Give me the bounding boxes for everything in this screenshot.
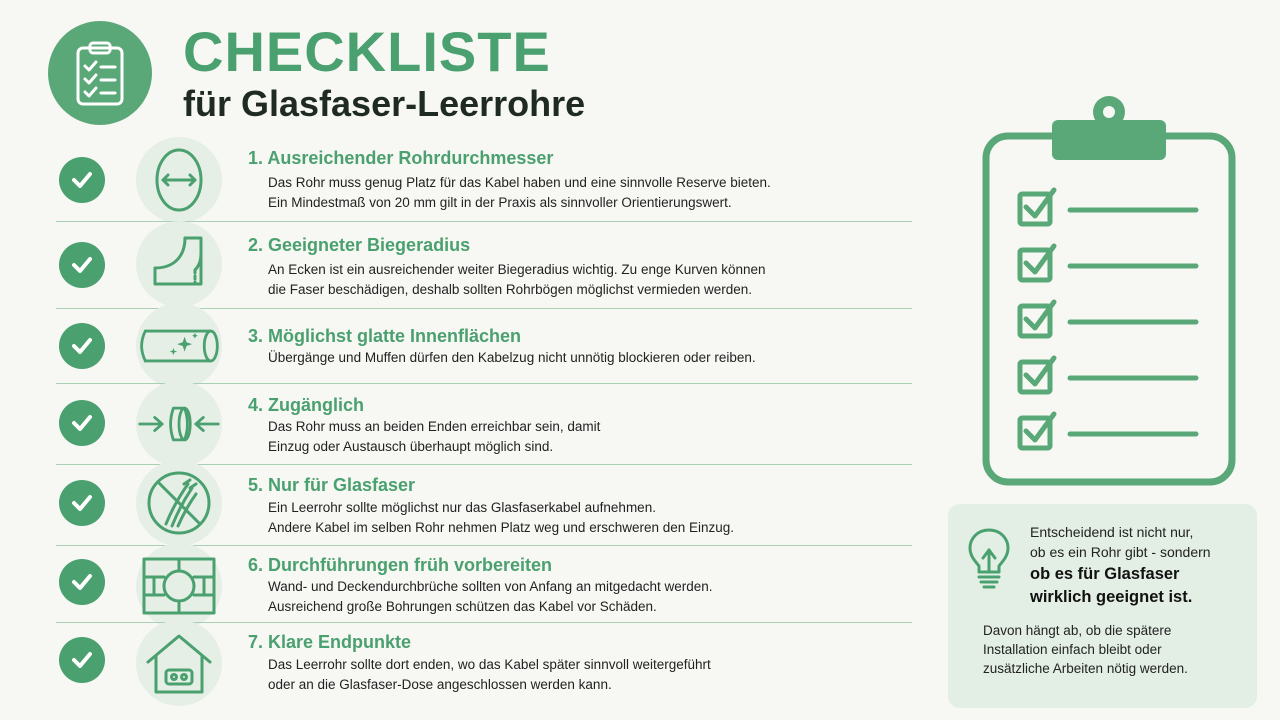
item-heading: 5. Nur für Glasfaser — [248, 475, 416, 495]
house-socket-icon — [136, 620, 222, 706]
checklist-item — [56, 224, 912, 308]
fiber-only-icon — [136, 460, 222, 546]
item-description-line: Ausreichend große Bohrungen schützen das Kabel vor Schäden. — [268, 599, 657, 614]
item-description-line: Wand- und Deckendurchbrüche sollten von Anfang an mitgedacht werden. — [268, 579, 713, 594]
clipboard-checklist-icon — [70, 38, 130, 108]
checklist-item — [56, 140, 912, 220]
checklist-item — [56, 310, 912, 382]
item-heading: 6. Durchführungen früh vorbereiten — [248, 555, 553, 575]
info-box — [948, 504, 1257, 708]
smooth-pipe-icon — [136, 303, 222, 389]
clipboard-illustration-icon — [978, 90, 1240, 492]
item-heading: 4. Zugänglich — [248, 395, 365, 415]
info-note-line: Davon hängt ab, ob die spätere — [983, 623, 1172, 638]
pipe-diameter-icon — [136, 137, 222, 223]
pipe-access-icon — [136, 381, 222, 467]
item-description-line: Ein Leerrohr sollte möglichst nur das Glasfaserkabel aufnehmen. — [268, 500, 656, 515]
item-heading: 1. Ausreichender Rohrdurchmesser — [248, 148, 554, 168]
item-description-line: Einzug oder Austausch überhaupt möglich sind. — [268, 439, 554, 454]
check-icon — [59, 400, 105, 446]
item-description-line: Das Rohr muss an beiden Enden erreichbar sein, damit — [268, 419, 601, 434]
info-note-line: Installation einfach bleibt oder — [983, 642, 1162, 657]
check-icon — [59, 637, 105, 683]
info-emphasis-line: wirklich geeignet ist. — [1030, 588, 1193, 606]
item-description-line: oder an die Glasfaser-Dose angeschlossen werden kann. — [268, 677, 612, 692]
checklist-item — [56, 466, 912, 544]
pipe-bend-icon — [136, 221, 222, 307]
item-heading: 7. Klare Endpunkte — [248, 632, 412, 652]
item-description-line: Übergänge und Muffen dürfen den Kabelzug nicht unnötig blockieren oder reiben. — [268, 350, 756, 365]
item-description-line: die Faser beschädigen, deshalb sollten Rohrbögen möglichst vermieden werden. — [268, 282, 753, 297]
page-subtitle: für Glasfaser-Leerrohre — [183, 83, 586, 124]
check-icon — [59, 559, 105, 605]
page-title: CHECKLISTE — [183, 20, 551, 83]
item-description-line: An Ecken ist ein ausreichender weiter Biegeradius wichtig. Zu enge Kurven können — [268, 262, 766, 277]
check-icon — [59, 242, 105, 288]
info-emphasis-line: ob es für Glasfaser — [1030, 565, 1180, 583]
item-heading: 2. Geeigneter Biegeradius — [248, 235, 471, 255]
check-icon — [59, 323, 105, 369]
info-note-line: zusätzliche Arbeiten nötig werden. — [983, 661, 1188, 676]
checklist-item — [56, 385, 912, 463]
item-description-line: Das Leerrohr sollte dort enden, wo das Kabel später sinnvoll weitergeführt — [268, 657, 711, 672]
info-text-line: ob es ein Rohr gibt - sondern — [1030, 544, 1211, 560]
lightbulb-icon — [966, 526, 1012, 590]
item-heading: 3. Möglichst glatte Innenflächen — [248, 326, 522, 346]
item-description-line: Andere Kabel im selben Rohr nehmen Platz weg und erschweren den Einzug. — [268, 520, 735, 535]
item-description-line: Das Rohr muss genug Platz für das Kabel haben und eine sinnvolle Reserve bieten. — [268, 175, 771, 190]
info-text-line: Entscheidend ist nicht nur, — [1030, 524, 1194, 540]
wall-passage-icon — [136, 543, 222, 629]
check-icon — [59, 157, 105, 203]
checklist-item — [56, 547, 912, 623]
checklist-item — [56, 624, 912, 704]
logo-badge — [48, 21, 152, 125]
item-description-line: Ein Mindestmaß von 20 mm gilt in der Praxis als sinnvoller Orientierungswert. — [268, 195, 732, 210]
check-icon — [59, 480, 105, 526]
